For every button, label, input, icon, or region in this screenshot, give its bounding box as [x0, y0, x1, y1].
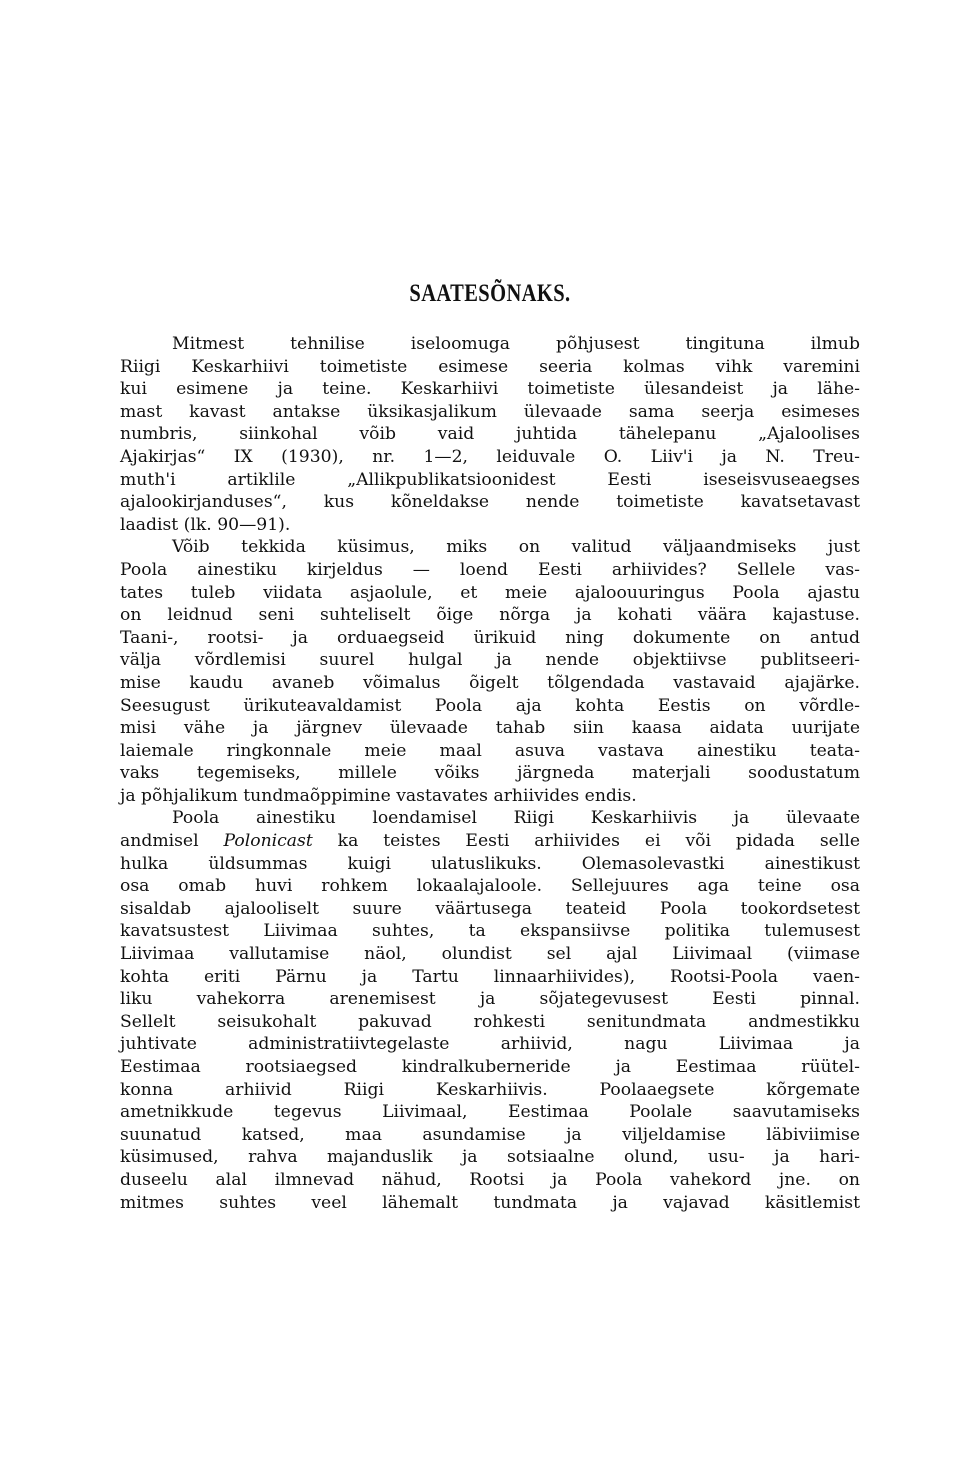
- text-line: liku vahekorra arenemisest ja sõjategevusest Eesti pinnal.: [120, 989, 860, 1010]
- text-line: laadist (lk. 90—91).: [120, 514, 291, 535]
- text-line: duseelu alal ilmnevad nähud, Rootsi ja Poola vahekord jne. on: [120, 1169, 860, 1190]
- text-line: muth'i artiklile „Allikpublikatsioonidest Eesti iseseisvuseaegses: [120, 469, 860, 490]
- text-line: ametnikkude tegevus Liivimaal, Eestimaa Poolale saavutamiseks: [120, 1102, 860, 1123]
- text-line: ja põhjalikum tundmaõppimine vastavates arhiivides endis.: [120, 785, 637, 806]
- text-line: vaks tegemiseks, millele võiks järgneda materjali soodustatum: [120, 763, 860, 784]
- text-line: Eestimaa rootsiaegsed kindralkuberneride ja Eestimaa rüütel-: [120, 1057, 860, 1077]
- text-line: laiemale ringkonnale meie maal asuva vastava ainestiku teata-: [120, 740, 860, 761]
- text-line: misi vähe ja järgnev ülevaade tahab siin kaasa aidata uurijate: [120, 718, 860, 739]
- text-line: konna arhiivid Riigi Keskarhiivis. Poolaaegsete kõrgemate: [120, 1079, 860, 1100]
- text-line: juhtivate administratiivtegelaste arhiivid, nagu Liivimaa ja: [120, 1034, 860, 1055]
- text-line: sisaldab ajalooliselt suure väärtusega teateid Poola tookordsetest: [120, 898, 860, 919]
- text-line: [120, 830, 860, 853]
- italic-term: Polonicast: [223, 831, 313, 852]
- text-line: Võib tekkida küsimus, miks on valitud väljaandmiseks just: [172, 537, 860, 558]
- text-line: Taani-, rootsi- ja orduaegseid ürikuid ning dokumente on antud: [120, 627, 860, 648]
- text-line: küsimused, rahva majanduslik ja sotsiaalne olund, usu- ja hari-: [120, 1147, 860, 1168]
- text-line: Seesugust ürikuteavaldamist Poola aja kohta Eestis on võrdle-: [120, 695, 860, 716]
- text-line: kavatsustest Liivimaa suhtes, ta ekspansiivse politika tulemusest: [120, 921, 860, 942]
- document-page: [120, 280, 860, 1214]
- text-line: suunatud katsed, maa asundamise ja viljeldamise läbiviimise: [120, 1124, 860, 1145]
- text-line: Poola ainestiku loendamisel Riigi Keskarhiivis ja ülevaate: [172, 808, 860, 829]
- text-line: mitmes suhtes veel lähemalt tundmata ja vajavad käsitlemist: [120, 1192, 860, 1213]
- text-line: Sellelt seisukohalt pakuvad rohkesti senitundmata andmestikku: [120, 1011, 860, 1032]
- text-line: mast kavast antakse üksikasjalikum ülevaade sama seerja esimeses: [120, 401, 860, 422]
- text-line: osa omab huvi rohkem lokaalajaloole. Sellejuures aga teine osa: [120, 876, 860, 897]
- page-title: SAATESÕNAKS.: [409, 280, 571, 307]
- text-line: hulka üldsummas kuigi ulatuslikuks. Olemasolevastki ainestikust: [120, 853, 860, 874]
- text-line: numbris, siinkohal võib vaid juhtida tähelepanu „Ajaloolises: [120, 424, 860, 445]
- text-line: on leidnud seni suhteliselt õige nõrga ja kohati väära kajastuse.: [120, 605, 860, 626]
- text-line: Riigi Keskarhiivi toimetiste esimese seeria kolmas vihk varemini: [120, 356, 860, 377]
- text-line: Mitmest tehnilise iseloomuga põhjusest tingituna ilmub: [172, 334, 860, 354]
- text-run: ka teistes Eesti arhiivides ei või pidada selle: [312, 831, 860, 852]
- text-line: kui esimene ja teine. Keskarhiivi toimetiste ülesandeist ja lähe-: [120, 379, 860, 400]
- text-line: kohta eriti Pärnu ja Tartu linnaarhiivides), Rootsi-Poola vaen-: [120, 966, 860, 987]
- text-line: Poola ainestiku kirjeldus — loend Eesti arhiivides? Sellele vas-: [120, 559, 860, 580]
- text-line: mise kaudu avaneb võimalus õigelt tõlgendada vastavaid ajajärke.: [120, 672, 860, 693]
- text-run: andmisel: [120, 831, 224, 852]
- text-line: välja võrdlemisi suurel hulgal ja nende objektiivse publitseeri-: [120, 650, 860, 671]
- text-line: Liivimaa vallutamise näol, olundist sel ajal Liivimaal (viimase: [120, 944, 860, 965]
- text-line: Ajakirjas“ IX (1930), nr. 1—2, leiduvale O. Liiv'i ja N. Treu-: [120, 446, 860, 467]
- body-text: [120, 333, 860, 1214]
- text-line: ajalookirjanduses“, kus kõneldakse nende toimetiste kavatsetavast: [120, 492, 860, 513]
- text-line: tates tuleb viidata asjaolule, et meie ajaloouuringus Poola ajastu: [120, 582, 860, 603]
